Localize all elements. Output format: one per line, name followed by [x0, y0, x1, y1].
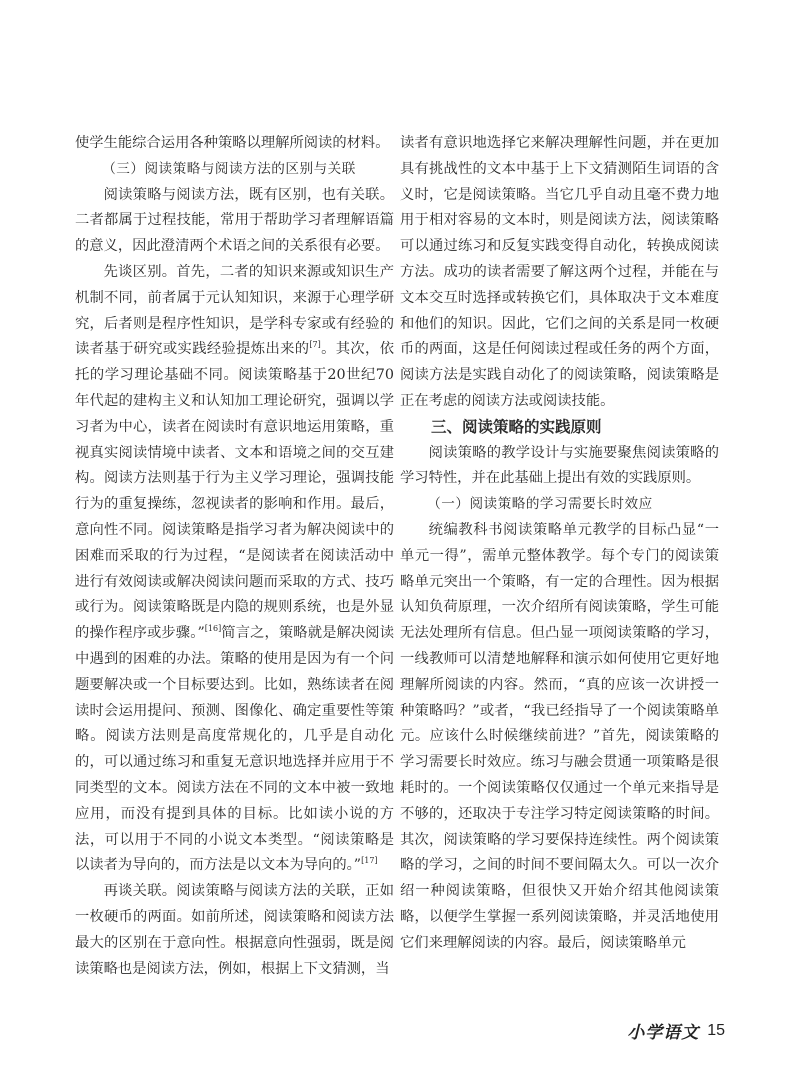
paragraph-text: 。其次，依托的学习理论基础不同。阅读策略基于20世纪70年代起的建构主义和认知加工理论研究，强调以学习者为中心，读者在阅读时有意识地运用策略，重视真实阅读情境中读者、文本和语境之间的交互建构。阅读方法则基于行为主义学习理论，强调技能行为的重复操练，忽视读者的影响和作用。最后，意向性不同。阅读策略是指学习者为解决阅读中的困难而采取的行为过程，“是阅读者在阅读活动中进行有效阅读或解决阅读问题而采取的方式、技巧或行为。阅读策略既是内隐的规则系统，也是外显的操作程序或步骤。” [75, 341, 395, 642]
section-heading: 三、阅读策略的实践原则 [431, 417, 602, 436]
page-number: 15 [707, 1021, 725, 1039]
sub-heading: （一）阅读策略的学习需要长时效应 [427, 496, 653, 513]
paragraph: 统编教科书阅读策略单元教学的目标凸显“一单元一得”，需单元整体教学。每个专门的阅读策略单元突出一个策略，有一定的合理性。因为根据认知负荷原理，一次介绍所有阅读策略，学生可能无法处理所有信息。但凸显一项阅读策略的学习，一线教师可以清楚地解释和演示如何使用它更好地理解所阅读的内容。然而，“真的应该一次讲授一种策略吗？”或者，“我已经指导了一个阅读策略单元。应该什么时候继续前进？”首先，阅读策略的学习需要长时效应。练习与融会贯通一项策略是很耗时的。一个阅读策略仅仅通过一个单元来指导是不够的，还取决于专注学习特定阅读策略的时间。其次，阅读策略的学习要保持连续性。两个阅读策略的学习，之间的时间不要间隔太久。可以一次介绍一种阅读策略，但很快又开始介绍其他阅读策略，以便学生掌握一系列阅读策略，并灵活地使用它们来理解阅读的内容。最后，阅读策略单元 [400, 521, 719, 951]
paragraph: 使学生能综合运用各种策略以理解所阅读的材料。 [75, 135, 390, 151]
citation: [17] [361, 856, 378, 866]
sub-heading: （三）阅读策略与阅读方法的区别与关联 [102, 160, 356, 177]
journal-title: 小学语文 [627, 1023, 700, 1043]
paragraph: 阅读策略与阅读方法，既有区别，也有关联。二者都属于过程技能，常用于帮助学习者理解语篇的意义，因此澄清两个术语之间的关系很有必要。 [75, 186, 394, 255]
page-footer [627, 1018, 725, 1043]
paragraph [75, 260, 394, 879]
citation: [16] [204, 624, 222, 634]
right-column [400, 131, 719, 957]
paragraph: 读者有意识地选择它来解决理解性问题，并在更加具有挑战性的文本中基于上下文猜测陌生词语的含义时，它是阅读策略。当它几乎自动且毫不费力地用于相对容易的文本时，则是阅读方法，阅读策略可以通过练习和反复实践变得自动化，转换成阅读方法。成功的读者需要了解这两个过程，并能在与文本交互时选择或转换它们，具体取决于文本难度和他们的知识。因此，它们之间的关系是同一枚硬币的两面，这是任何阅读过程或任务的两个方面，阅读方法是实践自动化了的阅读策略，阅读策略是正在考虑的阅读方法或阅读技能。 [400, 135, 719, 409]
left-column [75, 131, 394, 982]
paragraph: 再谈关联。阅读策略与阅读方法的关联，正如一枚硬币的两面。如前所述，阅读策略和阅读方法最大的区别在于意向性。根据意向性强弱，既是阅读策略也是阅读方法，例如，根据上下文猜测，当 [75, 883, 394, 977]
citation: [7] [309, 340, 321, 350]
paragraph: 阅读策略的教学设计与实施要聚焦阅读策略的学习特性，并在此基础上提出有效的实践原则。 [400, 444, 719, 487]
paragraph-text: 先谈区别。首先，二者的知识来源或知识生产机制不同，前者属于元认知知识，来源于心理学研究，后者则是程序性知识，是学科专家或有经验的读者基于研究或实践经验提炼出来的 [75, 263, 394, 358]
paragraph-text: 简言之，策略就是解决阅读中遇到的困难的办法。策略的使用是因为有一个问题要解决或一个目标要达到。比如，熟练读者在阅读时会运用提问、预测、图像化、确定重要性等策略。阅读方法则是高度常规化的，几乎是自动化的，可以通过练习和重复无意识地选择并应用于不同类型的文本。阅读方法在不同的文本中被一致地应用，而没有提到具体的目标。比如读小说的方法，可以用于不同的小说文本类型。“阅读策略是以读者为导向的，而方法是以文本为导向的。” [75, 625, 394, 874]
